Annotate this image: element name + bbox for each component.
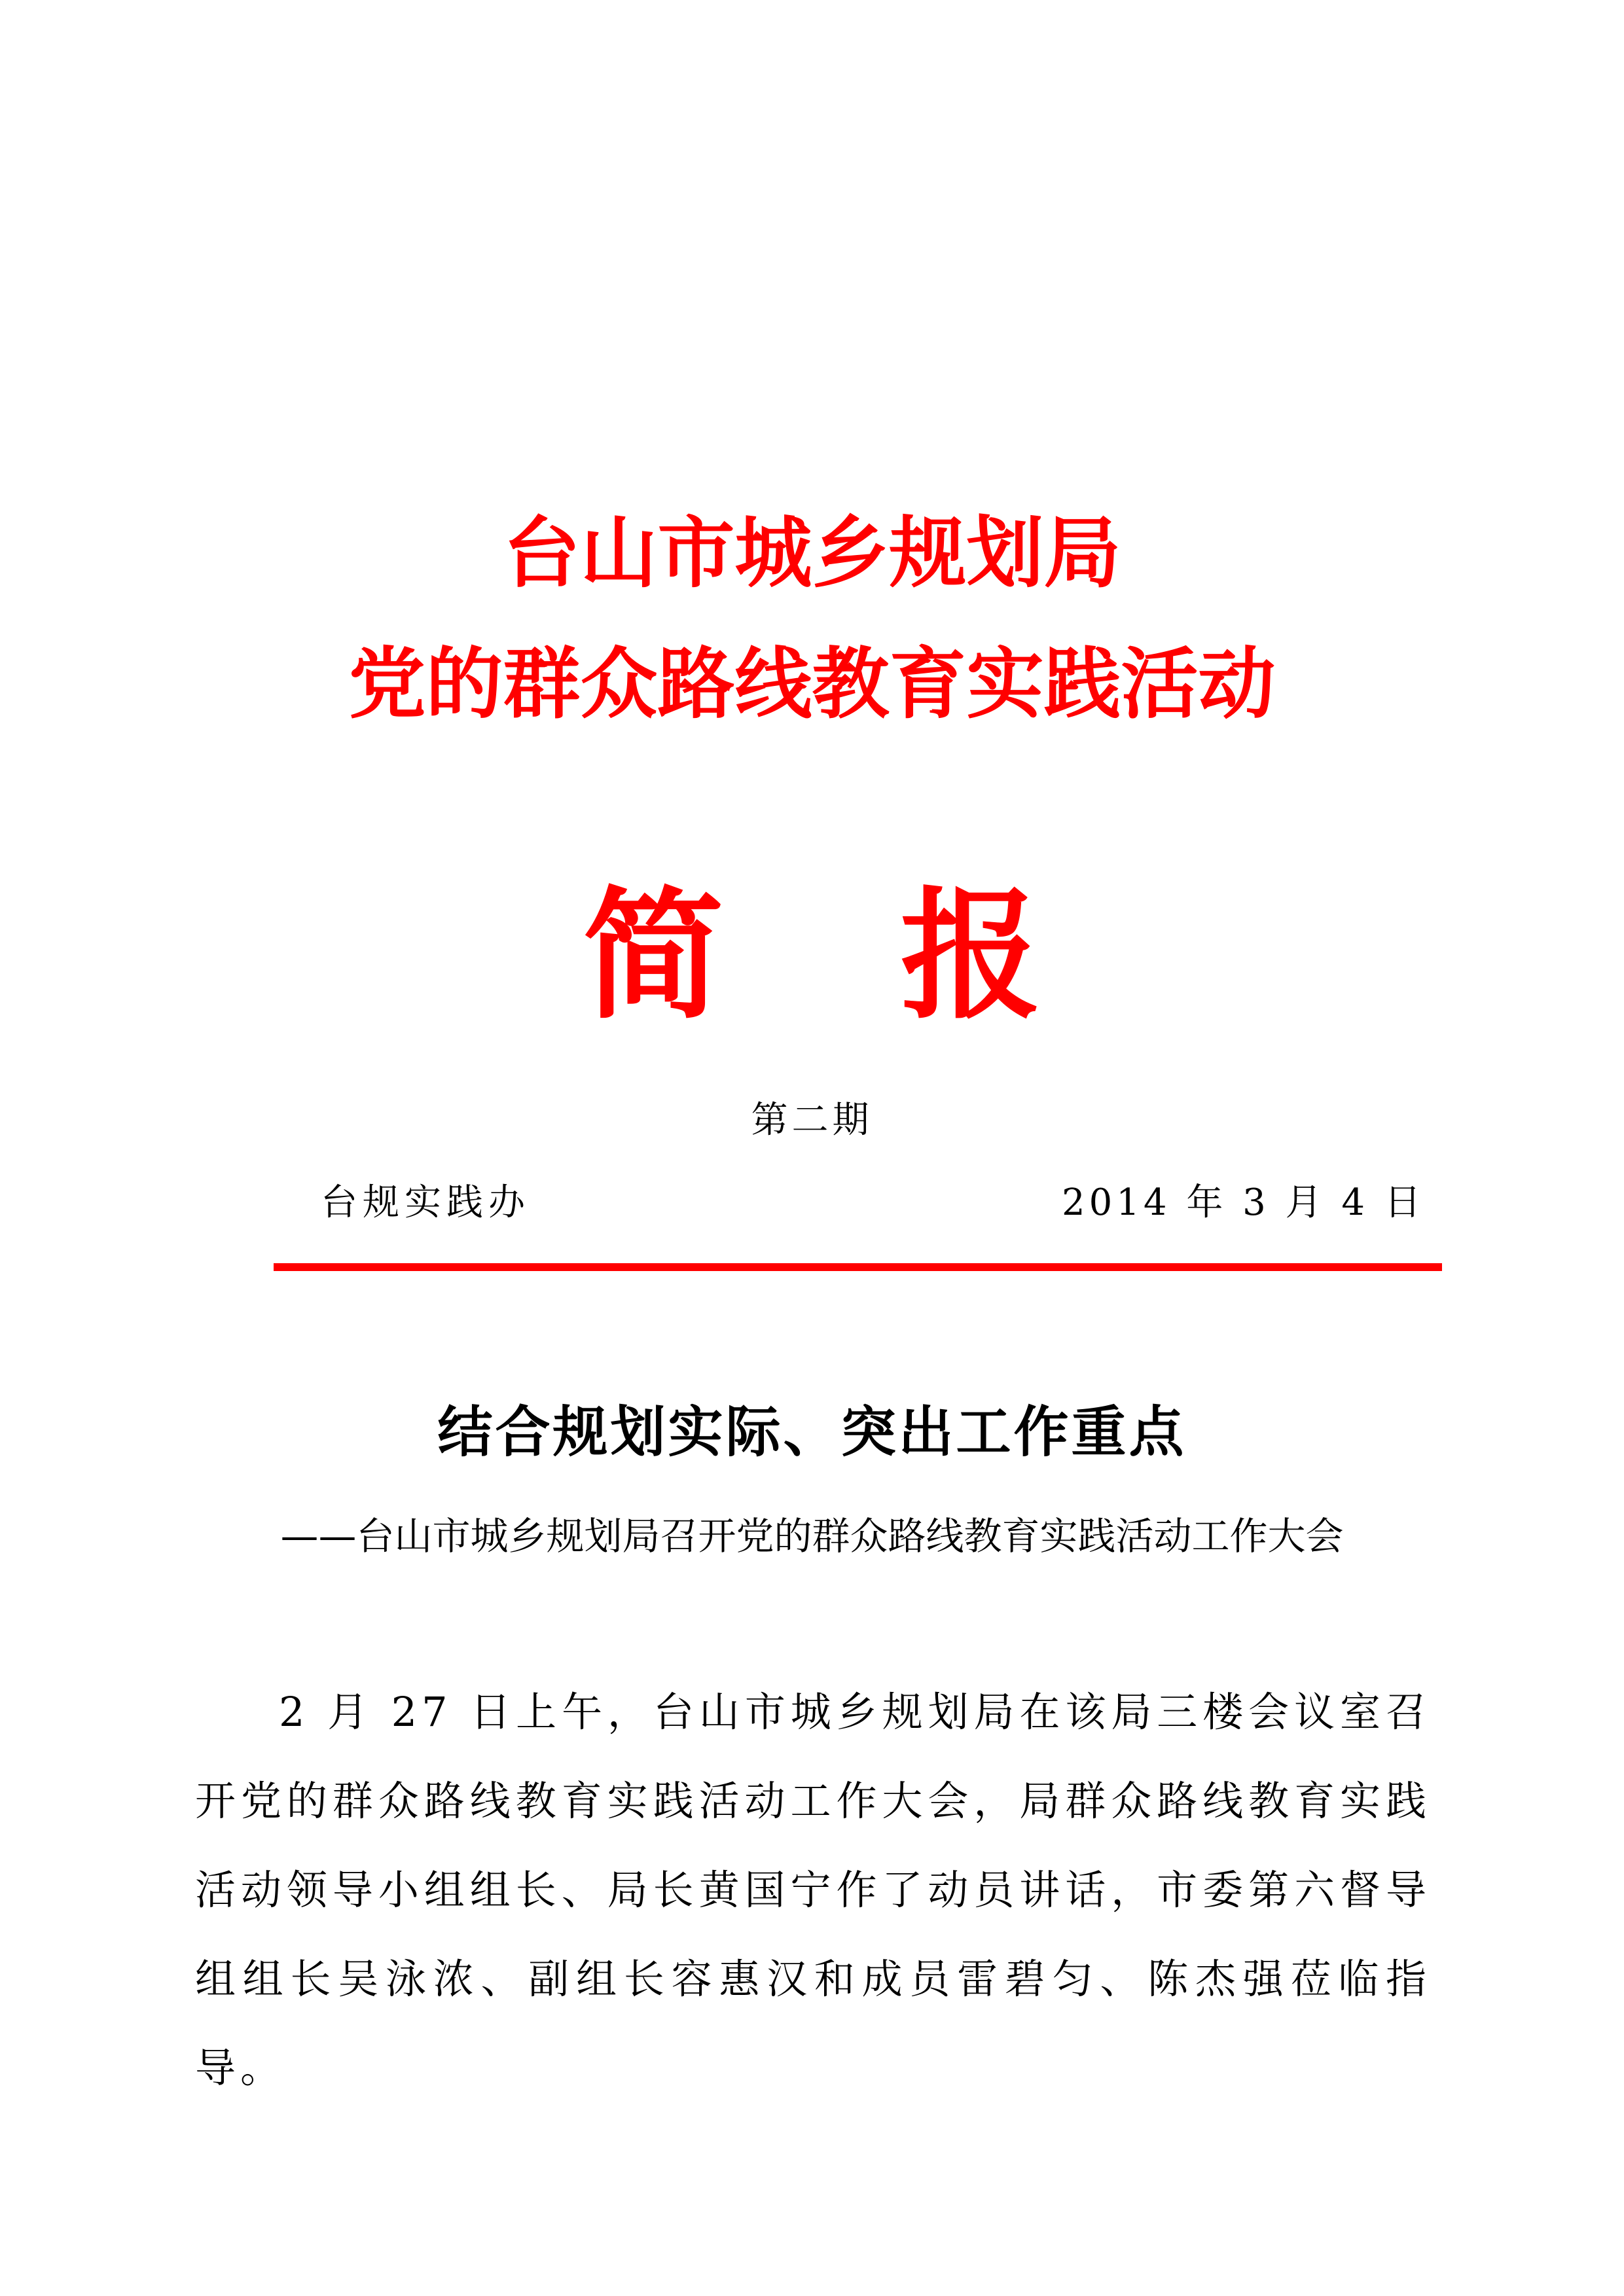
bulletin-title-char-2: 报	[900, 872, 1041, 1038]
article-headline: 结合规划实际、突出工作重点	[437, 1400, 1187, 1464]
issue-date: 2014 年 3 月 4 日	[1062, 1181, 1425, 1224]
issuer: 台规实践办	[321, 1181, 530, 1224]
organization-name: 台山市城乡规划局	[503, 508, 1121, 598]
article-paragraph: 2 月 27 日上午，台山市城乡规划局在该局三楼会议室召开党的群众路线教育实践活动工作大会，局群众路线教育实践活动领导小组组长、局长黄国宁作了动员讲话，市委第六督导组组长吴泳浓、副组长容惠汉和成员雷碧匀、陈杰强莅临指导。	[195, 1688, 1431, 2092]
issue-number: 第二期	[751, 1099, 873, 1141]
bulletin-title	[0, 870, 1624, 1041]
red-divider	[274, 1263, 1442, 1271]
bulletin-title-char-1: 简	[583, 872, 724, 1038]
article-subheadline: ——台山市城乡规划局召开党的群众路线教育实践活动工作大会	[280, 1514, 1344, 1558]
campaign-name: 党的群众路线教育实践活动	[348, 639, 1276, 729]
